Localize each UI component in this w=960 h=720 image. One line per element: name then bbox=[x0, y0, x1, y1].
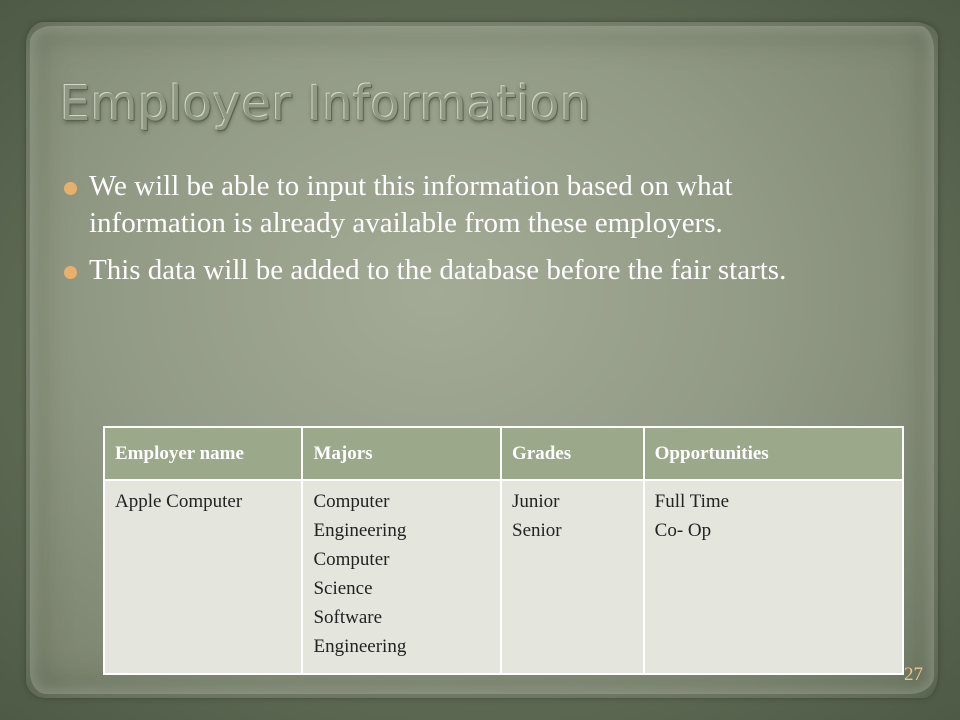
cell-majors bbox=[302, 480, 501, 674]
header-opportunities: Opportunities bbox=[644, 427, 903, 480]
employer-table bbox=[103, 426, 904, 675]
header-grades: Grades bbox=[501, 427, 644, 480]
cell-opportunities bbox=[644, 480, 903, 674]
table-header-row bbox=[104, 427, 903, 480]
cell-line: Engineering bbox=[313, 520, 407, 541]
cell-line: Full Time bbox=[654, 491, 730, 512]
header-majors: Majors bbox=[302, 427, 501, 480]
bullet-item bbox=[64, 168, 864, 242]
bullet-dot-icon bbox=[64, 182, 77, 195]
page-number: 27 bbox=[904, 664, 923, 685]
cell-employer bbox=[104, 480, 302, 674]
cell-line: Science bbox=[313, 578, 373, 599]
bullet-dot-icon bbox=[64, 266, 77, 279]
bullet-list bbox=[64, 168, 864, 299]
cell-line: Co- Op bbox=[654, 520, 712, 541]
cell-line: Software bbox=[313, 607, 383, 628]
cell-line: Apple Computer bbox=[115, 491, 243, 512]
cell-line: Senior bbox=[512, 520, 562, 541]
cell-grades bbox=[501, 480, 644, 674]
cell-line: Computer bbox=[313, 549, 390, 570]
bullet-text: This data will be added to the database before the fair starts. bbox=[89, 254, 787, 286]
cell-line: Engineering bbox=[313, 636, 407, 657]
header-employer-name: Employer name bbox=[104, 427, 302, 480]
cell-line: Junior bbox=[512, 491, 560, 512]
cell-line: Computer bbox=[313, 491, 390, 512]
bullet-item bbox=[64, 252, 864, 289]
table-row bbox=[104, 480, 903, 674]
slide-title: Employer Information bbox=[60, 76, 592, 132]
bullet-text: We will be able to input this information based on what information is already available from these employers. bbox=[89, 170, 733, 239]
